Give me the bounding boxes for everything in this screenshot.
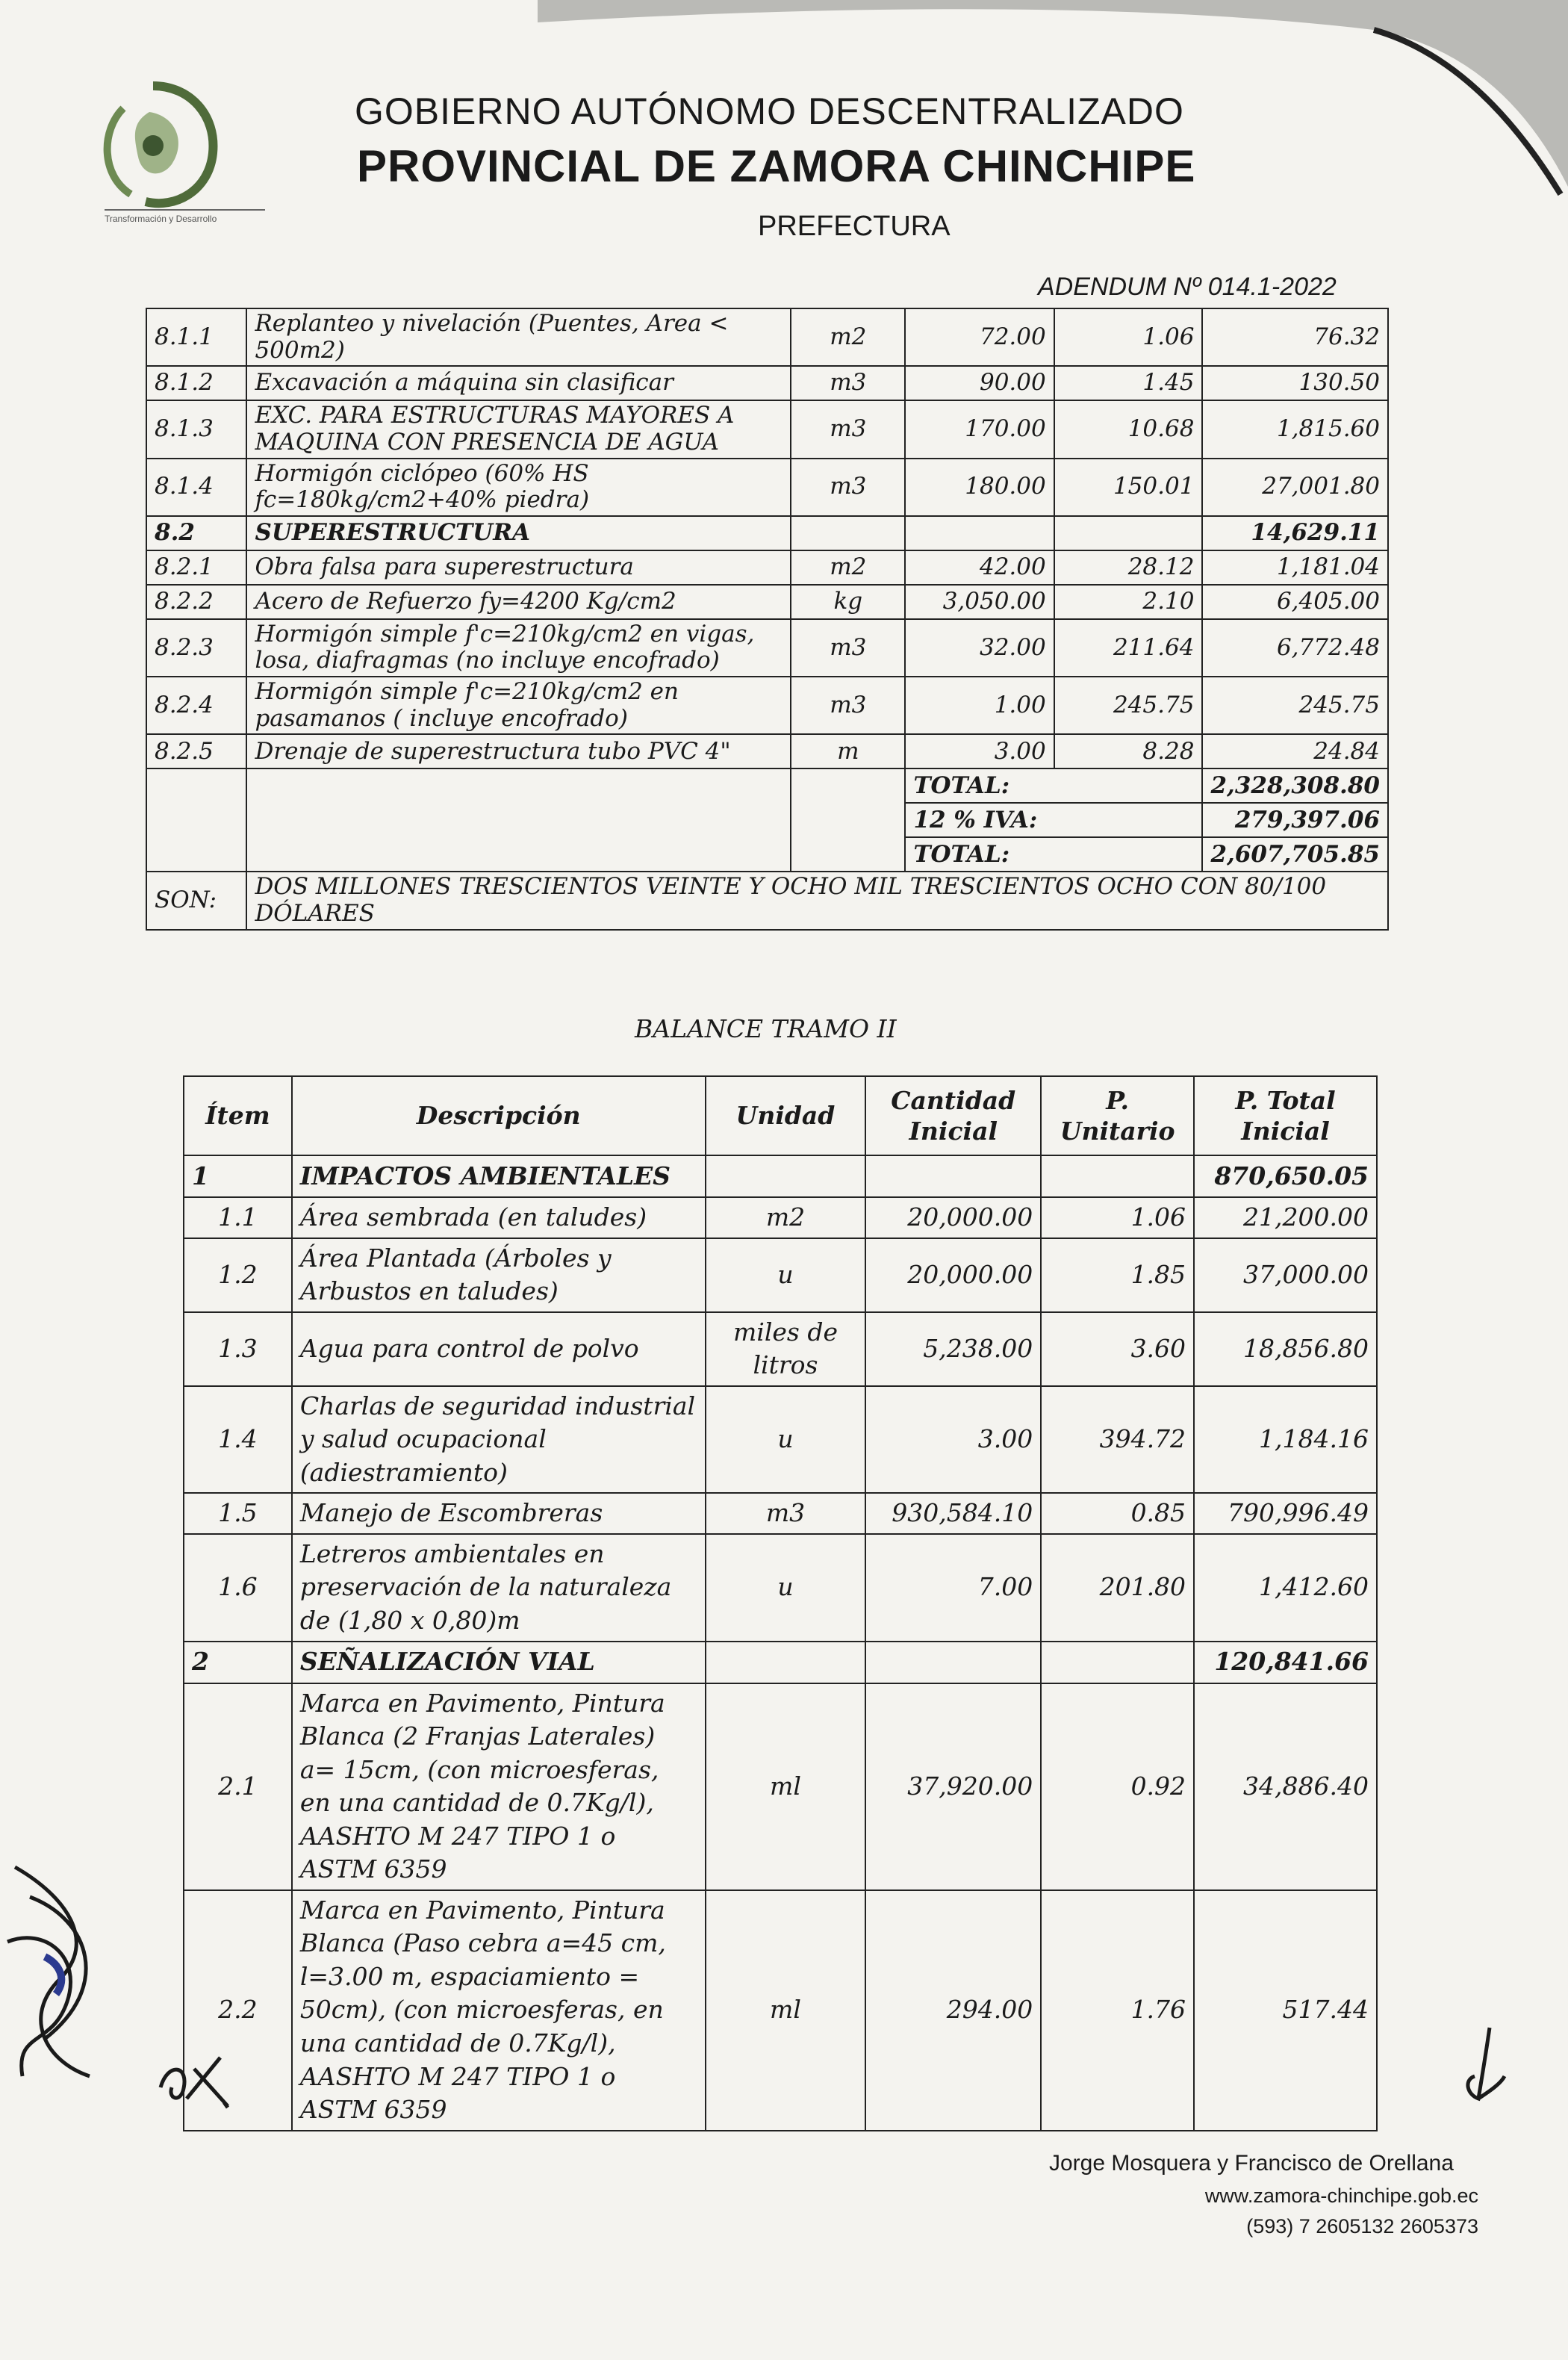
item-quantity: 3,050.00 <box>905 585 1054 619</box>
item-description: Hormigón simple f'c=210kg/cm2 en pasamanos ( incluye encofrado) <box>246 677 791 734</box>
item-description: Área sembrada (en taludes) <box>292 1197 706 1238</box>
item-total: 130.50 <box>1202 366 1388 400</box>
table-row <box>146 585 1388 619</box>
item-unit: m3 <box>791 619 905 677</box>
item-unit: m3 <box>791 459 905 516</box>
section-row <box>146 516 1388 550</box>
item-quantity: 180.00 <box>905 459 1054 516</box>
item-description: Área Plantada (Árboles y Arbustos en taludes) <box>292 1238 706 1312</box>
totals-row <box>146 768 1388 803</box>
amount-in-words-label: SON: <box>146 872 246 929</box>
section-row <box>184 1155 1377 1197</box>
item-code: 8.2.3 <box>146 619 246 677</box>
item-quantity: 90.00 <box>905 366 1054 400</box>
item-unit-price: 2.10 <box>1054 585 1203 619</box>
item-total: 18,856.80 <box>1194 1312 1377 1386</box>
empty-cell <box>146 768 246 803</box>
item-description: Replanteo y nivelación (Puentes, Area < 500m2) <box>246 308 791 366</box>
totals-value: 2,607,705.85 <box>1202 837 1388 872</box>
item-unit-price: 0.92 <box>1041 1683 1194 1890</box>
item-quantity: 20,000.00 <box>865 1238 1041 1312</box>
table-row <box>184 1493 1377 1534</box>
item-quantity: 37,920.00 <box>865 1683 1041 1890</box>
item-unit: m3 <box>706 1493 866 1534</box>
table-row <box>184 1238 1377 1312</box>
amount-in-words-row <box>146 872 1388 929</box>
header-unit: Unidad <box>706 1076 866 1155</box>
table-row <box>146 459 1388 516</box>
header-description: Descripción <box>292 1076 706 1155</box>
item-description: Marca en Pavimento, Pintura Blanca (Paso cebra a=45 cm, l=3.00 m, espaciamiento = 50cm), (con microesferas, en una cantidad de 0.7Kg/l), AASHTO M 247 TIPO 1 o ASTM 6359 <box>292 1890 706 2131</box>
item-code: 8.2 <box>146 516 246 550</box>
item-total: 14,629.11 <box>1202 516 1388 550</box>
item-unit: ml <box>706 1683 866 1890</box>
item-description: Excavación a máquina sin clasificar <box>246 366 791 400</box>
item-description: Letreros ambientales en preservación de la naturaleza de (1,80 x 0,80)m <box>292 1534 706 1642</box>
item-unit: m <box>791 734 905 768</box>
totals-label: TOTAL: <box>905 837 1202 872</box>
table-row <box>146 550 1388 585</box>
item-unit <box>791 516 905 550</box>
item-total: 120,841.66 <box>1194 1642 1377 1683</box>
prefecture-logo <box>78 71 228 220</box>
table-row <box>146 366 1388 400</box>
header-title-line-2: PROVINCIAL DE ZAMORA CHINCHIPE <box>357 141 1196 191</box>
item-description: Charlas de seguridad industrial y salud ocupacional (adiestramiento) <box>292 1386 706 1494</box>
item-code: 1.1 <box>184 1197 292 1238</box>
item-unit-price: 245.75 <box>1054 677 1203 734</box>
item-quantity: 930,584.10 <box>865 1493 1041 1534</box>
table-row <box>184 1534 1377 1642</box>
item-unit-price: 394.72 <box>1041 1386 1194 1494</box>
signature-right <box>1445 2024 1512 2106</box>
item-quantity <box>905 516 1054 550</box>
item-code: 1.6 <box>184 1534 292 1642</box>
item-unit: m2 <box>706 1197 866 1238</box>
item-total: 870,650.05 <box>1194 1155 1377 1197</box>
item-quantity: 5,238.00 <box>865 1312 1041 1386</box>
table-row <box>184 1312 1377 1386</box>
balance-table-header <box>184 1076 1377 1155</box>
empty-cell <box>246 768 791 803</box>
item-unit-price: 1.76 <box>1041 1890 1194 2131</box>
balance-title: BALANCE TRAMO II <box>635 1014 897 1043</box>
item-unit: u <box>706 1534 866 1642</box>
addendum-number: ADENDUM Nº 014.1-2022 <box>1038 273 1337 301</box>
header-unit-price: P. Unitario <box>1041 1076 1194 1155</box>
header-title-line-1: GOBIERNO AUTÓNOMO DESCENTRALIZADO <box>355 90 1184 132</box>
table-row <box>146 677 1388 734</box>
item-description: Marca en Pavimento, Pintura Blanca (2 Franjas Laterales) a= 15cm, (con microesferas, en una cantidad de 0.7Kg/l), AASHTO M 247 TIPO 1 o ASTM 6359 <box>292 1683 706 1890</box>
totals-label: 12 % IVA: <box>905 803 1202 837</box>
item-code: 8.2.5 <box>146 734 246 768</box>
item-quantity <box>865 1642 1041 1683</box>
item-code: 8.1.4 <box>146 459 246 516</box>
item-total: 245.75 <box>1202 677 1388 734</box>
table-row <box>146 308 1388 366</box>
item-code: 8.2.4 <box>146 677 246 734</box>
item-code: 1.2 <box>184 1238 292 1312</box>
item-total: 34,886.40 <box>1194 1683 1377 1890</box>
item-code: 8.1.1 <box>146 308 246 366</box>
header-quantity: Cantidad Inicial <box>865 1076 1041 1155</box>
item-unit: m2 <box>791 550 905 585</box>
item-total: 37,000.00 <box>1194 1238 1377 1312</box>
item-quantity: 7.00 <box>865 1534 1041 1642</box>
item-description: SEÑALIZACIÓN VIAL <box>292 1642 706 1683</box>
empty-cell <box>246 837 791 872</box>
item-unit-price: 1.06 <box>1041 1197 1194 1238</box>
table-row <box>184 1386 1377 1494</box>
totals-row <box>146 837 1388 872</box>
item-unit: kg <box>791 585 905 619</box>
item-quantity: 72.00 <box>905 308 1054 366</box>
item-unit: m2 <box>791 308 905 366</box>
item-total: 27,001.80 <box>1202 459 1388 516</box>
item-total: 517.44 <box>1194 1890 1377 2131</box>
section-row <box>184 1642 1377 1683</box>
item-unit-price: 3.60 <box>1041 1312 1194 1386</box>
item-code: 8.2.2 <box>146 585 246 619</box>
table-row <box>184 1197 1377 1238</box>
footer-website: www.zamora-chinchipe.gob.ec <box>1204 2184 1478 2207</box>
item-unit: m3 <box>791 366 905 400</box>
item-unit-price: 8.28 <box>1054 734 1203 768</box>
table-row <box>184 1890 1377 2131</box>
empty-cell <box>146 837 246 872</box>
header-total-price: P. Total Inicial <box>1194 1076 1377 1155</box>
empty-cell <box>146 803 246 837</box>
item-code: 1.4 <box>184 1386 292 1494</box>
table-row <box>146 734 1388 768</box>
item-quantity: 42.00 <box>905 550 1054 585</box>
item-total: 790,996.49 <box>1194 1493 1377 1534</box>
item-description: Agua para control de polvo <box>292 1312 706 1386</box>
logo-caption: Transformación y Desarrollo <box>105 214 217 224</box>
item-total: 1,815.60 <box>1202 400 1388 458</box>
item-unit-price: 0.85 <box>1041 1493 1194 1534</box>
item-unit-price: 201.80 <box>1041 1534 1194 1642</box>
footer-address: Jorge Mosquera y Francisco de Orellana <box>1049 2151 1454 2176</box>
item-code: 1.5 <box>184 1493 292 1534</box>
header-item: Ítem <box>184 1076 292 1155</box>
signature-left <box>0 1852 119 2099</box>
item-quantity: 32.00 <box>905 619 1054 677</box>
item-unit: ml <box>706 1890 866 2131</box>
item-code: 2.2 <box>184 1890 292 2131</box>
item-total: 1,412.60 <box>1194 1534 1377 1642</box>
initials-mark <box>153 2046 235 2114</box>
item-description: Hormigón simple f'c=210kg/cm2 en vigas, losa, diafragmas (no incluye encofrado) <box>246 619 791 677</box>
item-unit: u <box>706 1238 866 1312</box>
item-description: Manejo de Escombreras <box>292 1493 706 1534</box>
balance-table <box>183 1075 1378 2131</box>
item-total: 24.84 <box>1202 734 1388 768</box>
item-code: 8.2.1 <box>146 550 246 585</box>
item-unit <box>706 1155 866 1197</box>
balance-table-body <box>184 1155 1377 2131</box>
item-description: Acero de Refuerzo fy=4200 Kg/cm2 <box>246 585 791 619</box>
item-description: Drenaje de superestructura tubo PVC 4" <box>246 734 791 768</box>
budget-table-body <box>146 308 1388 930</box>
totals-label: TOTAL: <box>905 768 1202 803</box>
empty-cell <box>246 803 791 837</box>
item-unit-price <box>1041 1642 1194 1683</box>
item-description: IMPACTOS AMBIENTALES <box>292 1155 706 1197</box>
table-row <box>146 619 1388 677</box>
item-code: 1.3 <box>184 1312 292 1386</box>
amount-in-words: DOS MILLONES TRESCIENTOS VEINTE Y OCHO MIL TRESCIENTOS OCHO CON 80/100 DÓLARES <box>246 872 1388 929</box>
item-description: Obra falsa para superestructura <box>246 550 791 585</box>
item-description: EXC. PARA ESTRUCTURAS MAYORES A MAQUINA CON PRESENCIA DE AGUA <box>246 400 791 458</box>
item-total: 21,200.00 <box>1194 1197 1377 1238</box>
item-description: Hormigón ciclópeo (60% HS fc=180kg/cm2+40% piedra) <box>246 459 791 516</box>
item-total: 1,184.16 <box>1194 1386 1377 1494</box>
item-unit: u <box>706 1386 866 1494</box>
item-code: 8.1.2 <box>146 366 246 400</box>
item-quantity: 3.00 <box>905 734 1054 768</box>
item-unit-price: 28.12 <box>1054 550 1203 585</box>
item-code: 2 <box>184 1642 292 1683</box>
budget-table-continued <box>146 308 1389 931</box>
item-code: 1 <box>184 1155 292 1197</box>
item-total: 6,405.00 <box>1202 585 1388 619</box>
item-unit-price <box>1041 1155 1194 1197</box>
totals-row <box>146 803 1388 837</box>
empty-cell <box>791 768 905 803</box>
item-unit <box>706 1642 866 1683</box>
item-description: SUPERESTRUCTURA <box>246 516 791 550</box>
empty-cell <box>791 803 905 837</box>
item-quantity: 1.00 <box>905 677 1054 734</box>
item-code: 2.1 <box>184 1683 292 1890</box>
empty-cell <box>791 837 905 872</box>
item-unit-price: 1.45 <box>1054 366 1203 400</box>
item-unit-price: 10.68 <box>1054 400 1203 458</box>
header-subtitle: PREFECTURA <box>758 211 951 242</box>
item-quantity: 294.00 <box>865 1890 1041 2131</box>
table-row <box>184 1683 1377 1890</box>
item-unit: miles de litros <box>706 1312 866 1386</box>
item-unit-price: 1.06 <box>1054 308 1203 366</box>
item-unit-price <box>1054 516 1203 550</box>
item-total: 76.32 <box>1202 308 1388 366</box>
totals-value: 279,397.06 <box>1202 803 1388 837</box>
table-row <box>146 400 1388 458</box>
item-unit: m3 <box>791 677 905 734</box>
item-quantity: 170.00 <box>905 400 1054 458</box>
totals-value: 2,328,308.80 <box>1202 768 1388 803</box>
item-unit-price: 211.64 <box>1054 619 1203 677</box>
item-code: 8.1.3 <box>146 400 246 458</box>
item-quantity <box>865 1155 1041 1197</box>
item-quantity: 20,000.00 <box>865 1197 1041 1238</box>
item-quantity: 3.00 <box>865 1386 1041 1494</box>
item-total: 6,772.48 <box>1202 619 1388 677</box>
item-unit-price: 150.01 <box>1054 459 1203 516</box>
footer-phone: (593) 7 2605132 2605373 <box>1246 2215 1478 2238</box>
item-total: 1,181.04 <box>1202 550 1388 585</box>
logo-rule <box>105 209 265 211</box>
item-unit: m3 <box>791 400 905 458</box>
item-unit-price: 1.85 <box>1041 1238 1194 1312</box>
